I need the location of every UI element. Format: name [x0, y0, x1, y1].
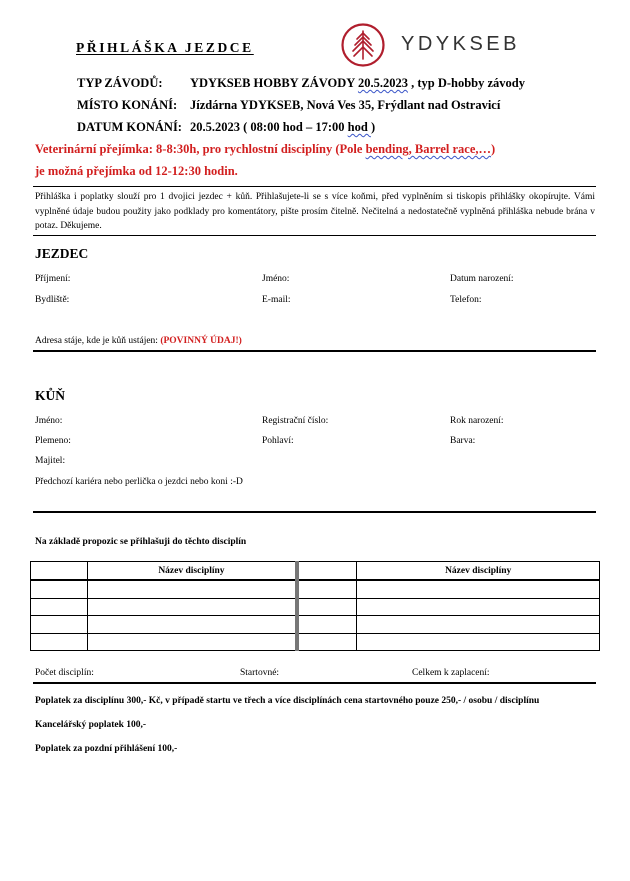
notice-text: Přihláška i poplatky slouží pro 1 dvojici jezdec + kůň. Přihlašujete-li se s více koňmi, před vyplněním si tiskopis přihlášky okopírujte. Vámi vyplněné údaje budou použity jako podklady pro komentátory, pište prosím čitelně. Nečitelná a nedostatečně vyplněná přihláška nebude brána v potaz. Děkujeme. — [35, 192, 595, 231]
table-cell[interactable] — [87, 580, 297, 598]
fee-line: Poplatek za disciplínu 300,- Kč, v případě startu ve třech a více disciplínách cena startovného pouze 250,- / osobu / disciplínu — [35, 696, 540, 706]
table-cell[interactable] — [357, 598, 600, 616]
horse-breed-field[interactable]: Plemeno: — [35, 436, 71, 446]
table-cell[interactable] — [297, 598, 357, 616]
vet-check-line2: je možná přejímka od 12-12:30 hodin. — [35, 164, 238, 178]
table-cell[interactable] — [297, 633, 357, 651]
table-row — [31, 598, 600, 616]
venue-label: MÍSTO KONÁNÍ: — [77, 98, 178, 112]
tree-emblem-icon — [340, 22, 386, 68]
fee-line: Kancelářský poplatek 100,- — [35, 720, 147, 730]
horse-name-field[interactable]: Jméno: — [35, 416, 63, 426]
table-row — [31, 616, 600, 634]
rider-birthdate-field[interactable]: Datum narození: — [450, 274, 514, 284]
table-cell[interactable] — [87, 598, 297, 616]
table-cell[interactable] — [87, 633, 297, 651]
discipline-count-field[interactable]: Počet disciplín: — [35, 668, 94, 678]
table-cell[interactable] — [31, 598, 88, 616]
rider-phone-field[interactable]: Telefon: — [450, 295, 482, 305]
date-value: 20.5.2023 ( 08:00 hod – 17:00 hod ) — [190, 120, 376, 134]
horse-color-field[interactable]: Barva: — [450, 436, 476, 446]
table-row — [31, 580, 600, 598]
table-cell[interactable] — [357, 580, 600, 598]
table-cell[interactable] — [87, 616, 297, 634]
logo-wordmark: YDYKSEB — [401, 33, 520, 55]
vet-check-line1: Veterinární přejímka: 8-8:30h, pro rychlostní disciplíny (Pole bending, Barrel race,…) — [35, 142, 496, 156]
table-cell[interactable] — [357, 633, 600, 651]
rider-email-field[interactable]: E-mail: — [262, 295, 291, 305]
table-cell[interactable] — [297, 562, 357, 581]
start-fee-field[interactable]: Startovné: — [240, 668, 280, 678]
rider-name-field[interactable]: Jméno: — [262, 274, 290, 284]
horse-registration-field[interactable]: Registrační číslo: — [262, 416, 329, 426]
divider — [33, 682, 596, 684]
table-cell[interactable] — [31, 580, 88, 598]
table-cell[interactable] — [297, 616, 357, 634]
horse-sex-field[interactable]: Pohlaví: — [262, 436, 294, 446]
divider — [33, 235, 596, 236]
table-cell[interactable] — [31, 616, 88, 634]
rider-heading: JEZDEC — [35, 246, 89, 261]
fee-line: Poplatek za pozdní přihlášení 100,- — [35, 744, 178, 754]
stable-address-field[interactable]: Adresa stáje, kde je kůň ustájen: (POVINNÝ ÚDAJ!) — [35, 336, 242, 346]
table-header-row — [31, 562, 600, 581]
table-cell[interactable] — [31, 562, 88, 581]
horse-birthyear-field[interactable]: Rok narození: — [450, 416, 504, 426]
date-label: DATUM KONÁNÍ: — [77, 120, 182, 134]
disciplines-intro: Na základě propozic se přihlašuji do těchto disciplín — [35, 537, 247, 547]
total-field[interactable]: Celkem k zaplacení: — [412, 668, 490, 678]
disciplines-table — [30, 561, 600, 651]
rider-address-field[interactable]: Bydliště: — [35, 295, 70, 305]
table-cell[interactable] — [357, 616, 600, 634]
horse-heading: KŮŇ — [35, 388, 65, 403]
career-note-field[interactable]: Předchozí kariéra nebo perlička o jezdci nebo koni :-D — [35, 477, 243, 487]
discipline-name-header: Název disciplíny — [87, 562, 297, 581]
venue-value: Jízdárna YDYKSEB, Nová Ves 35, Frýdlant nad Ostravicí — [190, 98, 501, 112]
form-title: PŘIHLÁŠKA JEZDCE — [76, 40, 254, 55]
divider — [33, 186, 596, 187]
table-cell[interactable] — [297, 580, 357, 598]
race-type-value: YDYKSEB HOBBY ZÁVODY 20.5.2023 , typ D-hobby závody — [190, 76, 525, 90]
table-row — [31, 633, 600, 651]
divider — [33, 511, 596, 513]
horse-owner-field[interactable]: Majitel: — [35, 456, 66, 466]
rider-surname-field[interactable]: Příjmení: — [35, 274, 71, 284]
discipline-name-header: Název disciplíny — [357, 562, 600, 581]
table-cell[interactable] — [31, 633, 88, 651]
divider — [33, 350, 596, 352]
race-type-label: TYP ZÁVODŮ: — [77, 76, 163, 90]
